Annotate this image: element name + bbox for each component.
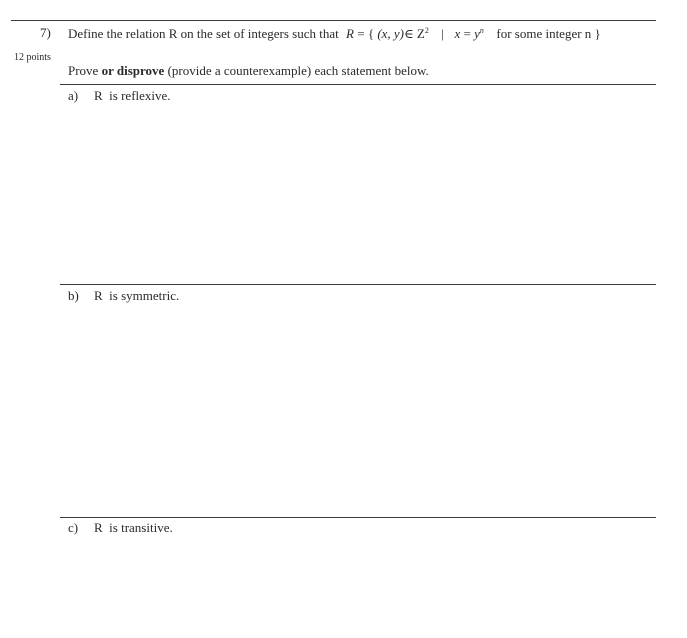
formula-bar: | xyxy=(441,26,444,41)
formula-in: ∈ xyxy=(404,26,414,41)
instruction xyxy=(68,63,429,79)
part-c-text: R is transitive. xyxy=(94,520,173,535)
formula-eq2: = xyxy=(463,26,471,41)
formula-set-exp: 2 xyxy=(424,26,429,35)
formula-y: y xyxy=(474,26,480,41)
part-a-text: R is reflexive. xyxy=(94,88,171,103)
formula-eq: = xyxy=(357,26,365,41)
instruction-pre: Prove xyxy=(68,63,102,78)
part-c-label: c) xyxy=(68,520,79,535)
formula-x: x xyxy=(454,26,461,41)
relation-formula xyxy=(346,26,487,41)
points-label: 12 points xyxy=(14,52,51,63)
formula-pair: (x, y) xyxy=(377,26,405,41)
definition-intro: Define the relation R on the set of integers such that xyxy=(68,26,339,41)
instruction-post: (provide a counterexample) each statement below. xyxy=(164,63,429,78)
part-c-rule xyxy=(60,517,656,518)
part-b-text: R is symmetric. xyxy=(94,288,180,303)
relation-definition xyxy=(68,26,601,42)
part-a-rule xyxy=(60,84,656,85)
instruction-bold: or disprove xyxy=(101,63,165,78)
formula-set: Z xyxy=(416,26,425,41)
part-a-label: a) xyxy=(68,88,79,103)
question-number: 7) xyxy=(40,25,51,40)
definition-tail: for some integer n } xyxy=(496,26,601,41)
formula-lhs: R xyxy=(346,26,354,41)
part-b-label: b) xyxy=(68,288,79,303)
formula-exp: n xyxy=(479,26,484,35)
top-rule xyxy=(11,20,656,21)
formula-open-brace: { xyxy=(367,26,375,41)
part-b-rule xyxy=(60,284,656,285)
